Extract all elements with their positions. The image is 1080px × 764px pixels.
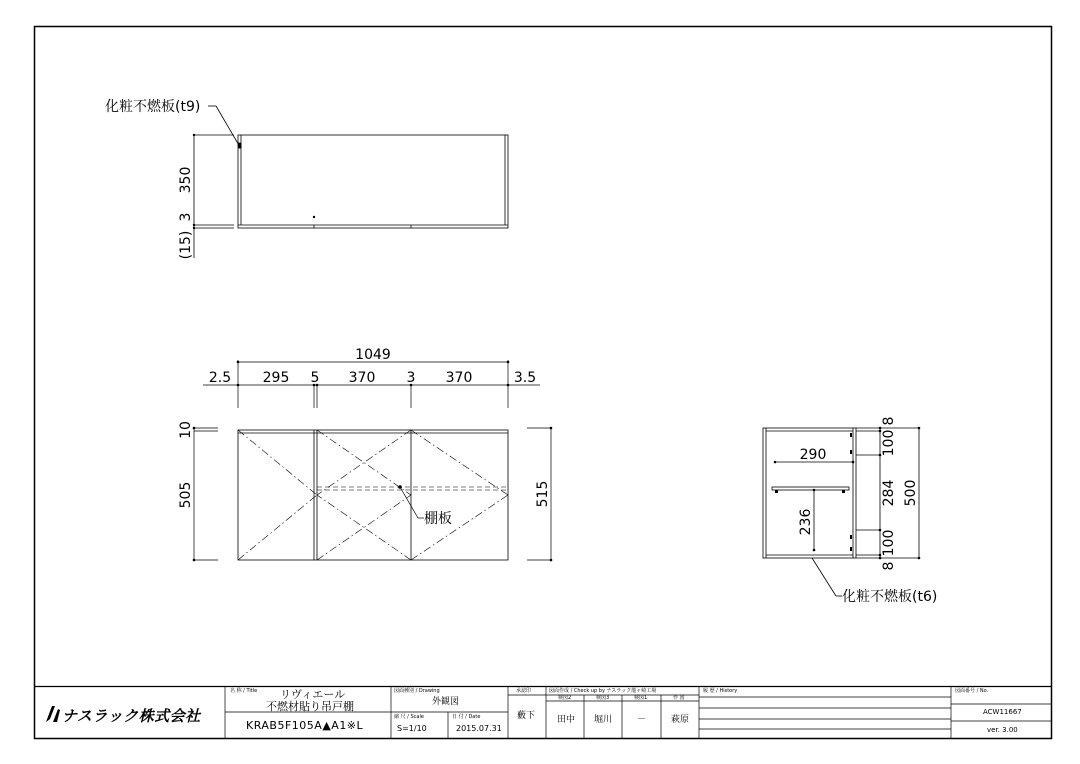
side-shelf-depth: 290 (799, 447, 827, 463)
check-header-2: 検図3 (596, 695, 610, 701)
front-overall-width: 1049 (355, 347, 391, 363)
approver-caption: 承認印 (516, 688, 532, 694)
top-dim-350: 350 (178, 166, 194, 194)
tick (193, 559, 196, 562)
tick (852, 461, 855, 464)
swing-line (238, 495, 317, 560)
scale-caption: 縮 尺 / Scale (394, 714, 424, 720)
side-dim-284: 284 (881, 479, 897, 507)
title-caption: 名 称 / Title (230, 688, 258, 694)
front-segment-295: 295 (262, 370, 290, 386)
side-dim-8-bottom: 8 (881, 561, 897, 571)
tick (813, 489, 816, 492)
check-name-3: － (637, 715, 647, 725)
hinge-mark (850, 433, 852, 437)
front-dim-ticks (193, 361, 553, 562)
shelf-label: 棚板 (424, 511, 452, 527)
tick (918, 427, 921, 430)
front-segment-370b: 370 (445, 370, 473, 386)
side-dim-100-bottom: 100 (881, 529, 897, 557)
front-segment-2-5: 2.5 (208, 370, 232, 386)
shelf-dot (398, 485, 402, 489)
check-name-1: 田中 (557, 715, 576, 725)
drawing-number: ACW11667 (983, 708, 1022, 716)
tick (550, 427, 553, 430)
front-dimensions (194, 360, 551, 560)
hinge-mark (850, 535, 852, 539)
no-caption: 図面番号 / No. (955, 688, 989, 694)
tick (813, 549, 816, 552)
check-header-4: 作 図 (673, 695, 685, 701)
side-callout-leader (812, 558, 836, 596)
top-view (194, 106, 508, 258)
front-segment-370a: 370 (348, 370, 376, 386)
check-caption: 図面作成 / Check up by ナスラック龍ヶ崎工場 (549, 688, 657, 694)
top-dim-3: 3 (178, 212, 194, 222)
history-caption: 履 歴 / History (703, 688, 738, 694)
front-view (238, 430, 508, 560)
company-logo-icon (46, 706, 60, 722)
drawing-type: 外観図 (432, 697, 460, 707)
top-callout-arrow (216, 106, 240, 147)
product-desc: 不燃材貼り吊戸棚 (266, 700, 354, 713)
tick (193, 224, 195, 226)
tick (237, 384, 240, 387)
tick (237, 361, 240, 364)
front-segment-5: 5 (310, 370, 320, 386)
sheet-border (35, 27, 1052, 739)
front-right-dim-515: 515 (535, 480, 551, 508)
front-left-dim-505: 505 (178, 481, 194, 509)
front-shelf (317, 487, 508, 490)
check-name-4: 萩原 (671, 715, 690, 725)
swing-line (411, 495, 508, 560)
swing-line (238, 430, 317, 495)
tick (774, 461, 777, 464)
side-dim-8-top: 8 (881, 416, 897, 426)
check-header-3: 検図1 (634, 695, 648, 701)
tick (193, 134, 195, 136)
front-view-outline (238, 430, 508, 560)
hinge-mark (850, 547, 852, 551)
shelf-leader (400, 487, 418, 518)
side-callout-label: 化粧不燃板(t6) (842, 589, 938, 605)
date-caption: 日 付 / Date (452, 714, 481, 720)
company-logo-text: ナスラック株式会社 (62, 707, 201, 725)
front-door-swing-lines (238, 430, 508, 560)
tick (193, 227, 195, 229)
approver-name: 藪下 (517, 711, 536, 721)
check-name-2: 堀川 (594, 715, 613, 725)
model-number: KRAB5F105A▲A1※L (246, 719, 364, 732)
top-dim-15: (15) (178, 230, 194, 260)
front-segment-3: 3 (406, 370, 416, 386)
tick (550, 559, 553, 562)
top-view-outline (238, 135, 508, 228)
swing-line (411, 430, 508, 495)
date-value: 2015.07.31 (456, 724, 502, 733)
front-segment-3-5: 3.5 (513, 370, 537, 386)
hinge-mark (850, 450, 852, 454)
tick (507, 361, 510, 364)
shelf-pin (842, 490, 845, 493)
side-dim-100-top: 100 (881, 429, 897, 457)
top-view-center-dot (313, 216, 315, 218)
product-name: リヴィエール (280, 688, 346, 701)
scale-value: S=1/10 (397, 724, 427, 733)
drawing-caption: 図面種別 / Drawing (394, 688, 440, 694)
side-marks (774, 427, 921, 560)
side-total-height: 500 (903, 479, 919, 507)
tick (918, 557, 921, 560)
top-callout-label: 化粧不燃板(t9) (105, 99, 201, 115)
side-shelf (772, 487, 849, 490)
tick (507, 384, 510, 387)
tick (879, 427, 882, 430)
version: ver. 3.00 (987, 726, 1018, 734)
side-shelf-height: 236 (798, 508, 814, 536)
check-header-1: 検図2 (558, 695, 572, 701)
shelf-pin (775, 490, 778, 493)
front-left-dim-10: 10 (178, 421, 194, 439)
